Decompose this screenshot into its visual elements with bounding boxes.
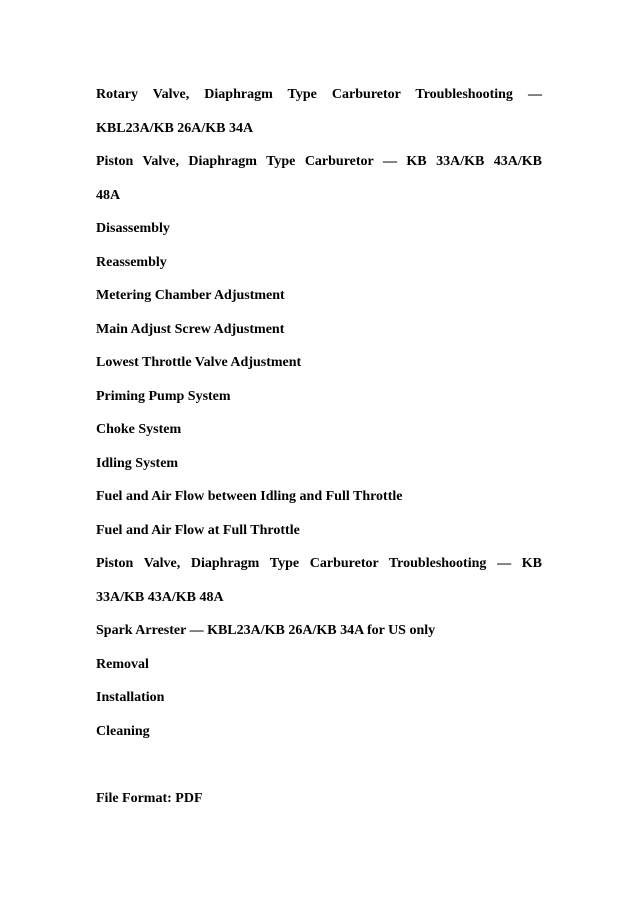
content-line: Fuel and Air Flow at Full Throttle [96,522,300,538]
content-line: Piston Valve, Diaphragm Type Carburetor Troubleshooting — KB [96,556,542,571]
content-line: 48A [96,187,121,203]
contents-list [96,86,542,823]
file-format-line: File Format: PDF [96,790,203,806]
content-line: Piston Valve, Diaphragm Type Carburetor — KB 33A/KB 43A/KB [96,154,542,169]
content-line: Installation [96,690,165,705]
content-line: Spark Arrester — KBL23A/KB 26A/KB 34A for US only [96,623,436,638]
content-line: Reassembly [96,254,167,270]
content-line: Priming Pump System [96,388,231,404]
content-line: Removal [96,656,149,672]
content-line: Disassembly [96,221,170,236]
content-line: Lowest Throttle Valve Adjustment [96,355,302,370]
content-line: Choke System [96,422,182,437]
content-line: Metering Chamber Adjustment [96,288,285,303]
blank-line [96,756,542,790]
content-line: Main Adjust Screw Adjustment [96,321,285,337]
content-line: 33A/KB 43A/KB 48A [96,589,224,605]
content-line: Idling System [96,455,179,471]
content-line: KBL23A/KB 26A/KB 34A [96,120,254,136]
content-line: Rotary Valve, Diaphragm Type Carburetor Troubleshooting — [96,87,542,102]
content-line: Cleaning [96,723,150,739]
content-line: Fuel and Air Flow between Idling and Full Throttle [96,489,403,504]
